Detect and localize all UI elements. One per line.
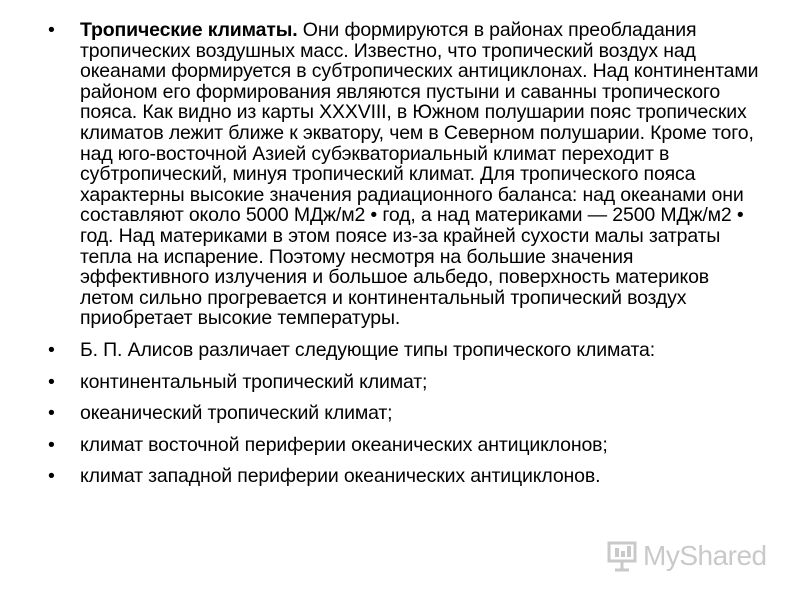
- bullet-marker: •: [48, 402, 55, 425]
- bullet-marker: •: [48, 465, 55, 488]
- bullet-text: [80, 19, 758, 329]
- bullet-lead-heading: Тропические климаты.: [80, 19, 298, 41]
- watermark-text: MyShared: [643, 540, 767, 571]
- bullet-marker: •: [48, 19, 55, 41]
- bullet-body: океанический тропический климат;: [80, 402, 393, 425]
- bullet-item-tropical-climates: [48, 20, 760, 329]
- bullet-item-oceanic: [48, 403, 760, 424]
- bullet-item-western-periphery: [48, 466, 760, 487]
- bullet-list: [48, 20, 760, 498]
- bullet-marker: •: [48, 433, 55, 456]
- bullet-item-eastern-periphery: [48, 435, 760, 456]
- bullet-item-alisov-types: [48, 340, 760, 361]
- bullet-body: климат западной периферии океанических антициклонов.: [80, 465, 601, 488]
- bullet-marker: •: [48, 338, 55, 361]
- bullet-item-continental: [48, 372, 760, 393]
- bullet-body: климат восточной периферии океанических антициклонов;: [80, 433, 608, 456]
- bullet-body: Б. П. Алисов различает следующие типы тропического климата:: [80, 338, 656, 361]
- watermark-logo: [607, 538, 767, 574]
- bullet-marker: •: [48, 370, 55, 393]
- bullet-body: континентальный тропический климат;: [80, 370, 428, 393]
- presentation-board-icon: [607, 540, 637, 572]
- bullet-body: Они формируются в районах преобладания тропических воздушных масс. Известно, что тропический воздух над океанами формируется в субтропических антициклонах. Над континентами районом его формирования являются пустыни и саванны тропического пояса. Как видно из карты XXXVIII, в Южном полушарии пояс тропических климатов лежит ближе к экватору, чем в Северном полушарии. Кроме того, над юго-восточной Азией субэкваториальный климат переходит в субтропический, минуя тропический климат. Для тропического пояса характерны высокие значения радиационного баланса: над океанами они составляют около 5000 МДж/м2 • год, а над материками — 2500 МДж/м2 • год. Над материками в этом поясе из-за крайней сухости малы затраты тепла на испарение. Поэтому несмотря на большие значения эффективного излучения и большое альбедо, поверхность материков летом сильно прогревается и континентальный тропический воздух приобретает высокие температуры.: [80, 19, 759, 330]
